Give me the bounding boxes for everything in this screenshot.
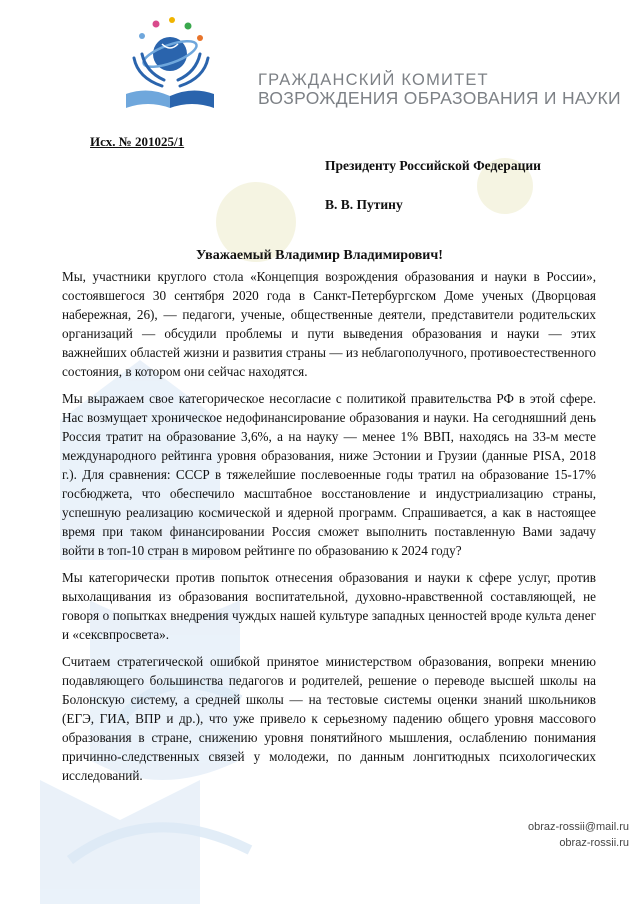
addressee-title: Президенту Российской Федерации xyxy=(325,158,541,173)
logo-book-icon xyxy=(126,90,214,108)
committee-logo xyxy=(112,14,222,114)
addressee-name: В. В. Путину xyxy=(325,197,403,212)
contact-email: obraz-rossii@mail.ru xyxy=(527,821,629,833)
outgoing-reference-number: Исх. № 201025/1 xyxy=(90,134,185,149)
letter-paragraph: Считаем стратегической ошибкой принятое министерством образования, вопреки мнению подавляющего большинства педагогов и родителей, решение о переводе высшей школы на Болонскую систему, а средней школы — на тестовые системы оценки знаний школьников (ЕГЭ, ГИА, ВПР и др.), что уже привело к серьезному падению общего уровня массового образования в стране, снижению уровня понятийного мышления, ослаблению понимания причинно-следственных связей у молодежи, по данным лонгитюдных психологических исследований. xyxy=(62,654,596,783)
organization-name xyxy=(258,72,621,108)
contact-website: obraz-rossii.ru xyxy=(559,837,629,849)
salutation: Уважаемый Владимир Владимирович! xyxy=(196,248,443,263)
organization-name-line1: ГРАЖДАНСКИЙ КОМИТЕТ xyxy=(258,71,489,89)
letter-paragraph: Мы, участники круглого стола «Концепция возрождения образования и науки в России», состоявшегося 30 сентября 2020 года в Санкт-Петербургском Доме ученых (Дворцовая набережная, 26), — педагоги, ученые, общественные деятели, представители родительских организаций — обсудили проблемы и пути выведения образования и науки — этих важнейших областей жизни и развития страны — из неблагополучного, противоестественного состояния, в котором они сейчас находятся. xyxy=(62,269,596,379)
organization-name-line2: ВОЗРОЖДЕНИЯ ОБРАЗОВАНИЯ И НАУКИ xyxy=(258,88,621,108)
letter-paragraph: Мы категорически против попыток отнесения образования и науки к сфере услуг, против выхолащивания из образования воспитательной, духовно-нравственной составляющей, не говоря о попытках внедрения чуждых нашей культуре западных ценностей вроде культа денег и «сексвпросвета». xyxy=(62,570,596,642)
letter-paragraph: Мы выражаем свое категорическое несогласие с политикой правительства РФ в этой сфере. Нас возмущает хроническое недофинансирование образования и науки. На сегодняшний день Россия тратит на образование 3,6%, а на науку — менее 1% ВВП, находясь на 33-м месте международного рейтинга уровня образования, ниже Эстонии и Грузии (данные PISA, 2018 г.). Для сравнения: СССР в тяжелейшие послевоенные годы тратил на образование 15-17% госбюджета, что обеспечило масштабное восстановление и индустриализацию страны, успешную реализацию космической и ядерной программ. Спрашивается, а как в настоящее время при таком финансировании Россия сможет выполнить поставленную Вами задачу войти в топ-10 стран в мировом рейтинге по образованию к 2024 году? xyxy=(62,391,596,558)
logo-globe-icon xyxy=(141,36,200,72)
letter-body xyxy=(62,267,596,793)
contact-info xyxy=(528,819,629,851)
